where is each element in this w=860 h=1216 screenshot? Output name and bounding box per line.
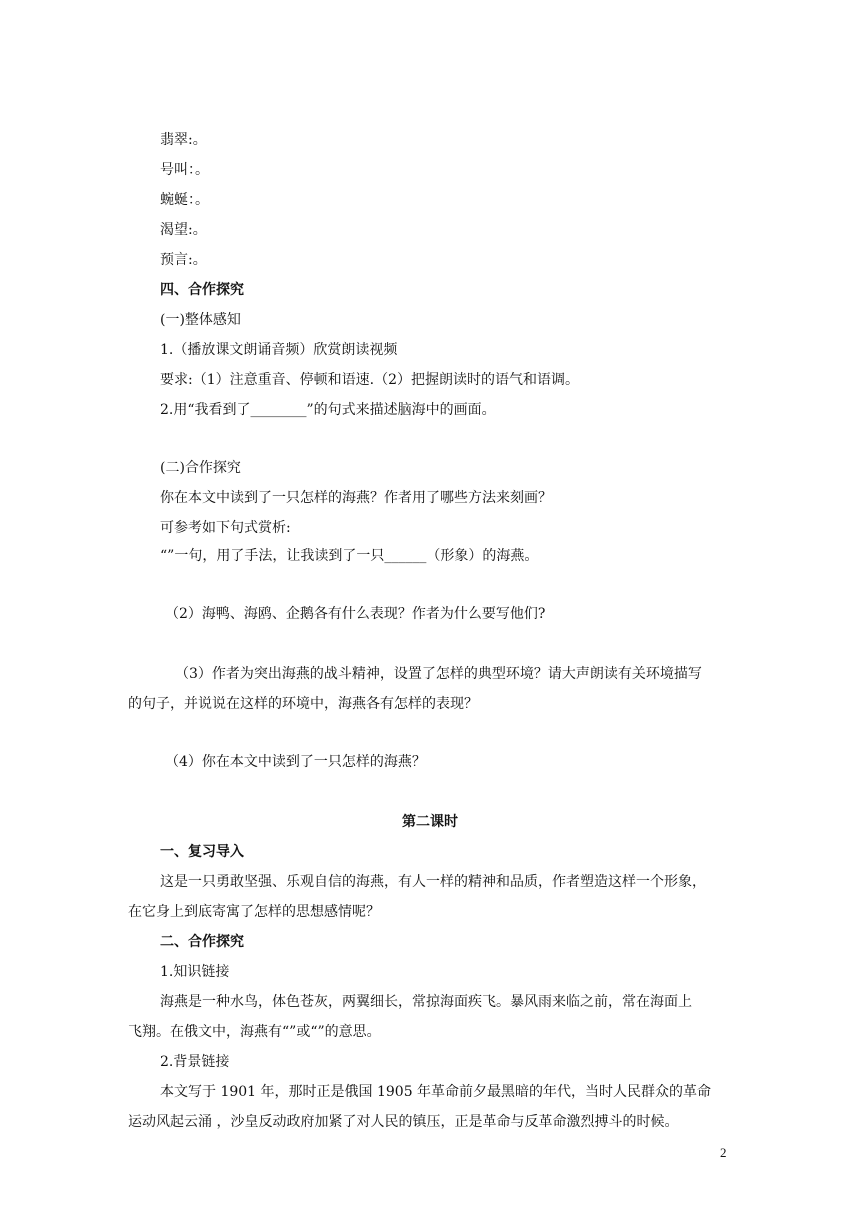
paragraph: 可参考如下句式赏析: bbox=[160, 520, 291, 536]
paragraph: “”一句，用了手法，让我读到了一只______（形象）的海燕。 bbox=[160, 548, 539, 564]
paragraph: 要求:（1）注意重音、停顿和语速.（2）把握朗读时的语气和语调。 bbox=[160, 372, 579, 388]
paragraph: 运动风起云涌 ，沙皇反动政府加紧了对人民的镇压，正是革命与反革命激烈搏斗的时候。 bbox=[128, 1114, 679, 1130]
vocab-line: 蜿蜒：。 bbox=[160, 192, 209, 208]
paragraph: 你在本文中读到了一只怎样的海燕？作者用了哪些方法来刻画？ bbox=[160, 490, 552, 506]
paragraph: 本文写于 1901 年，那时正是俄国 1905 年革命前夕最黑暗的年代，当时人民群众的革命 bbox=[160, 1084, 712, 1100]
section-heading: 二、合作探究 bbox=[160, 934, 244, 950]
question: 的句子，并说说在这样的环境中，海燕各有怎样的表现？ bbox=[128, 696, 478, 712]
subsection-heading: 2.背景链接 bbox=[160, 1054, 230, 1070]
page-number: 2 bbox=[720, 1145, 727, 1160]
paragraph: 1.（播放课文朗诵音频）欣赏朗读视频 bbox=[160, 342, 398, 358]
section-heading: 一、复习导入 bbox=[160, 844, 244, 860]
subsection-heading: (一)整体感知 bbox=[160, 312, 241, 328]
question: （4）你在本文中读到了一只怎样的海燕？ bbox=[165, 754, 426, 770]
question: （3）作者为突出海燕的战斗精神，设置了怎样的典型环境？请大声朗读有关环境描写 bbox=[175, 666, 702, 682]
vocab-line: 翡翠:。 bbox=[160, 132, 207, 148]
lesson-title: 第二课时 bbox=[402, 814, 458, 830]
question: （2）海鸭、海鸥、企鹅各有什么表现？作者为什么要写他们? bbox=[165, 606, 546, 622]
vocab-line: 号叫：。 bbox=[160, 162, 209, 178]
paragraph: 飞翔。在俄文中，海燕有“”或“”的意思。 bbox=[128, 1024, 381, 1040]
subsection-heading: 1.知识链接 bbox=[160, 964, 230, 980]
subsection-heading: (二)合作探究 bbox=[160, 460, 241, 476]
paragraph: 海燕是一种水鸟，体色苍灰，两翼细长，常掠海面疾飞。暴风雨来临之前，常在海面上 bbox=[160, 994, 692, 1010]
paragraph: 2.用“我看到了________”的句式来描述脑海中的画面。 bbox=[160, 402, 496, 418]
paragraph: 在它身上到底寄寓了怎样的思想感情呢？ bbox=[128, 904, 380, 920]
vocab-line: 渴望:。 bbox=[160, 222, 207, 238]
section-heading: 四、合作探究 bbox=[160, 282, 244, 298]
vocab-line: 预言:。 bbox=[160, 252, 207, 268]
paragraph: 这是一只勇敢坚强、乐观自信的海燕，有人一样的精神和品质，作者塑造这样一个形象， bbox=[160, 874, 706, 890]
